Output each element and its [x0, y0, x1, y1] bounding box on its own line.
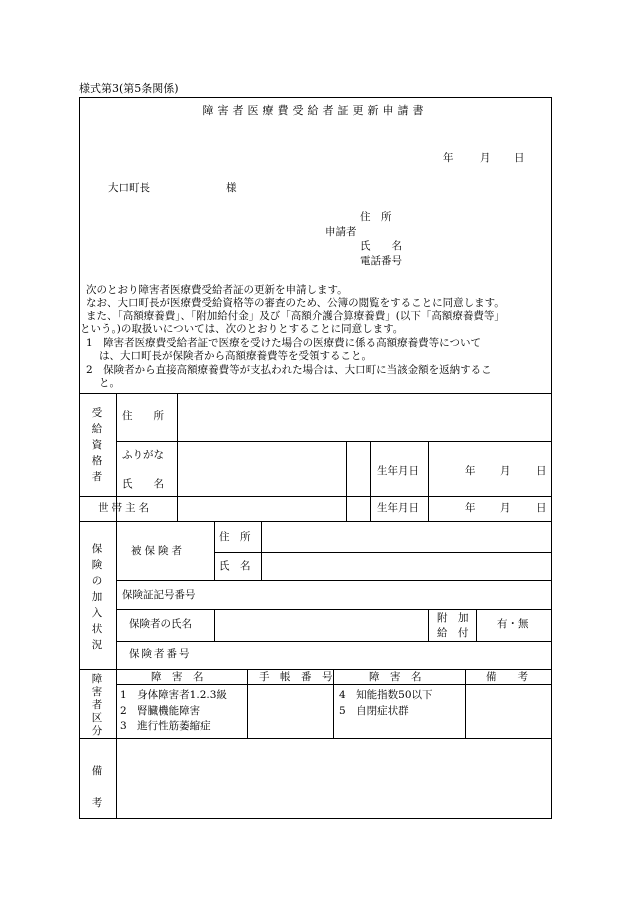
disability-item-5: 5 自閉症状群 [339, 705, 409, 717]
addon-value[interactable]: 有・無 [497, 618, 529, 630]
statement-line-7: 2 保険者から直接高額療養費等が支払われた場合は、大口町に当該金額を返納するこ [86, 364, 492, 376]
date-month-label: 月 [480, 152, 491, 164]
disability-header-1: 障 害 名 [151, 671, 204, 683]
insurer-name-label: 保険者の氏名 [129, 618, 192, 630]
household-birth-year: 年 [465, 502, 476, 514]
eligible-name-input[interactable] [178, 442, 345, 495]
insured-name-label: 氏 名 [219, 560, 251, 572]
disability-item-2: 2 腎臓機能障害 [120, 705, 201, 717]
addon-label-line-1: 附 加 [437, 612, 469, 624]
statement-line-5: 1 障害者医療費受給者証で医療を受けた場合の医療費に係る高額療養費等について [86, 337, 481, 349]
eligible-furigana-label: ふりがな [122, 449, 164, 461]
addressee-honorific: 様 [226, 182, 237, 194]
household-birth-day: 日 [536, 502, 547, 514]
insured-address-label: 住 所 [219, 531, 251, 543]
disability-item-1: 1 身体障害者1.2.3級 [120, 689, 227, 701]
household-birthdate-label: 生年月日 [377, 502, 419, 514]
eligible-section-label: 受 給 資 格 者 [91, 407, 103, 483]
disability-header-3: 障 害 名 [369, 671, 422, 683]
statement-line-2: なお、大口町長が医療費受給資格等の審査のため、公簿の閲覧をすることに同意します。 [86, 297, 505, 309]
addressee-name: 大口町長 [108, 182, 150, 194]
statement-line-3: また、「高額療養費」、「附加給付金」及び「高額介護合算療養費」(以下「高額療養費等」 [86, 310, 505, 322]
insurer-number-label: 保険者番号 [129, 648, 192, 660]
eligible-birthdate-label: 生年月日 [377, 465, 419, 477]
insured-label: 被保険者 [131, 545, 185, 557]
disability-header-2: 手 帳 番 号 [259, 671, 333, 683]
disability-item-4: 4 知能指数50以下 [339, 689, 433, 701]
eligible-birth-day: 日 [536, 465, 547, 477]
eligible-address-input[interactable] [178, 394, 551, 440]
disability-section-label: 障 害 者 区 分 [91, 673, 103, 737]
insurance-section-label: 保 険 の 加 入 状 況 [91, 543, 103, 651]
form-label: 様式第3(第5条関係) [79, 82, 179, 95]
applicant-address-label: 住 所 [360, 211, 392, 223]
statement-line-8: と。 [99, 377, 120, 389]
applicant-label: 申請者 [325, 226, 357, 238]
remarks-section-label: 備 考 [91, 765, 103, 809]
eligible-birth-month: 月 [500, 465, 511, 477]
card-number-label: 保険証記号番号 [122, 589, 196, 601]
statement-line-4: という。)の取扱いについては、次のとおりとすることに同意します。 [80, 323, 404, 335]
statement-line-1: 次のとおり障害者医療費受給者証の更新を申請します。 [86, 284, 348, 296]
household-birth-month: 月 [500, 502, 511, 514]
disability-header-4: 備 考 [486, 671, 528, 683]
eligible-address-label: 住 所 [122, 410, 164, 422]
applicant-phone-label: 電話番号 [360, 255, 402, 267]
statement-line-6: は、大口町長が保険者から高額療養費等を受領すること。 [99, 350, 372, 362]
remarks-input[interactable] [117, 739, 551, 817]
disability-item-3: 3 進行性筋萎縮症 [120, 720, 211, 732]
addon-label-line-2: 給 付 [437, 627, 469, 639]
eligible-name-label: 氏 名 [122, 478, 164, 490]
household-label: 世帯主名 [98, 502, 152, 514]
eligible-birth-year: 年 [465, 465, 476, 477]
household-name-input[interactable] [178, 497, 345, 520]
applicant-name-label: 氏 名 [360, 240, 402, 252]
form-title: 障害者医療費受給者証更新申請書 [202, 104, 428, 117]
date-year-label: 年 [443, 152, 454, 164]
date-day-label: 日 [514, 152, 525, 164]
